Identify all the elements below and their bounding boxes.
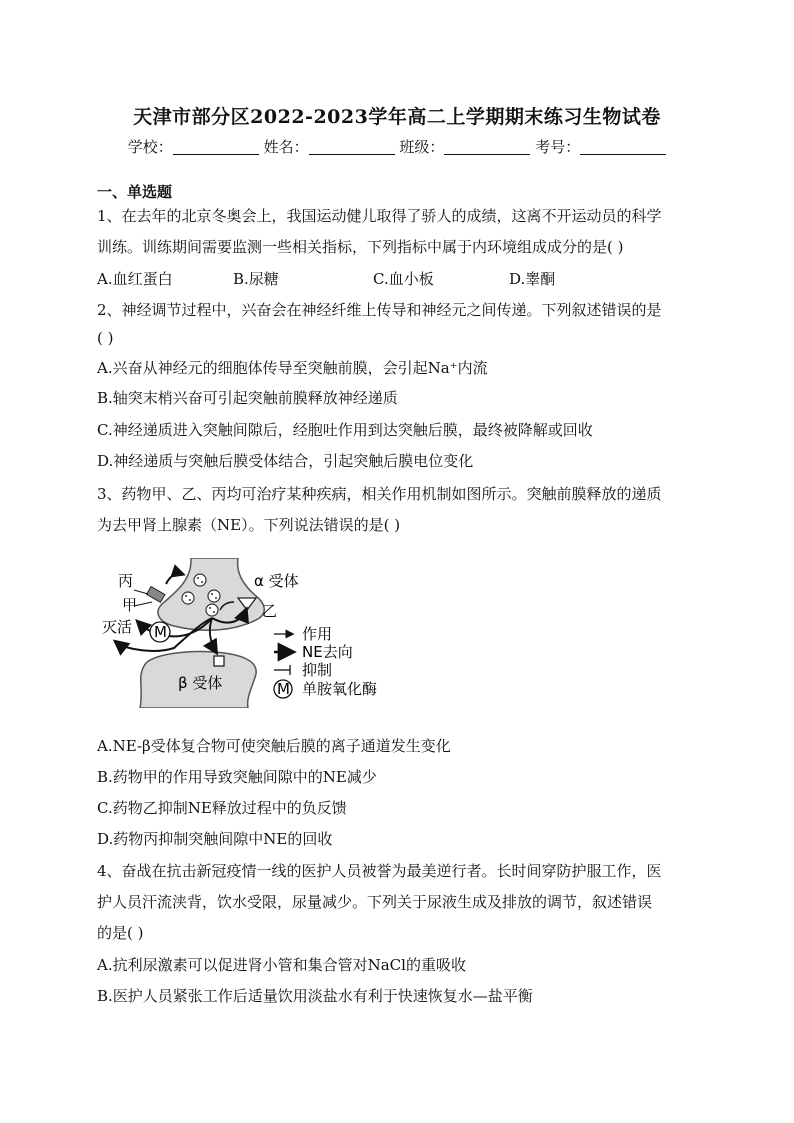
class-blank[interactable]	[444, 140, 530, 155]
q1-stem-line1: 1、在去年的北京冬奥会上，我国运动健儿取得了骄人的成绩，这离不开运动员的科学	[97, 207, 662, 225]
transporter-icon	[147, 587, 165, 603]
exam-title: 天津市部分区2022-2023学年高二上学期期末练习生物试卷	[133, 106, 661, 128]
q1-option-a[interactable]: A.血红蛋白	[97, 270, 173, 288]
q1-stem-line2: 训练。训练期间需要监测一些相关指标，下列指标中属于内环境组成成分的是( )	[97, 238, 624, 256]
q2-option-b[interactable]: B.轴突末梢兴奋可引起突触前膜释放神经递质	[97, 389, 398, 407]
label-jia: 甲	[122, 596, 138, 614]
q3-option-d[interactable]: D.药物丙抑制突触间隙中NE的回收	[97, 830, 333, 848]
q4-option-a[interactable]: A.抗利尿激素可以促进肾小管和集合管对NaCl的重吸收	[97, 956, 466, 974]
q2-stem-line1: 2、神经调节过程中，兴奋会在神经纤维上传导和神经元之间传递。下列叙述错误的是	[97, 301, 662, 319]
school-label: 学校：	[127, 138, 173, 156]
q1-option-c[interactable]: C.血小板	[373, 270, 434, 288]
label-bing: 丙	[118, 572, 134, 590]
legend-inhibit: 抑制	[302, 661, 333, 679]
label-yi: 乙	[262, 602, 278, 620]
label-alpha-receptor: α 受体	[254, 572, 299, 590]
q3-option-a[interactable]: A.NE-β受体复合物可使突触后膜的离子通道发生变化	[97, 737, 451, 755]
q1-option-d[interactable]: D.睾酮	[509, 270, 556, 288]
q2-option-d[interactable]: D.神经递质与突触后膜受体结合，引起突触后膜电位变化	[97, 452, 474, 470]
legend-m-symbol: M	[277, 680, 290, 698]
q3-stem-line1: 3、药物甲、乙、丙均可治疗某种疾病，相关作用机制如图所示。突触前膜释放的递质	[97, 485, 662, 503]
name-blank[interactable]	[309, 140, 395, 155]
legend-ne-fate: NE去向	[302, 643, 353, 661]
class-label: 班级：	[399, 138, 445, 156]
q3-stem-line2: 为去甲肾上腺素（NE）。下列说法错误的是( )	[97, 516, 401, 534]
q2-stem-line2: ( )	[97, 329, 114, 347]
synapse-diagram	[96, 558, 396, 708]
exam-number-blank[interactable]	[580, 140, 666, 155]
exam-number-label: 考号：	[535, 138, 581, 156]
q4-stem-line2: 护人员汗流浃背，饮水受限，尿量减少。下列关于尿液生成及排放的调节，叙述错误	[97, 893, 653, 911]
student-info-line	[0, 136, 794, 157]
name-label: 姓名：	[263, 138, 309, 156]
legend-mao: 单胺氧化酶	[302, 680, 378, 698]
q3-option-b[interactable]: B.药物甲的作用导致突触间隙中的NE减少	[97, 768, 377, 786]
label-beta-receptor: β 受体	[178, 674, 223, 692]
school-blank[interactable]	[173, 140, 259, 155]
q4-stem-line3: 的是( )	[97, 924, 144, 942]
q2-option-a[interactable]: A.兴奋从神经元的细胞体传导至突触前膜，会引起Na⁺内流	[97, 359, 488, 377]
q2-option-c[interactable]: C.神经递质进入突触间隙后，经胞吐作用到达突触后膜，最终被降解或回收	[97, 421, 593, 439]
q4-stem-line1: 4、奋战在抗击新冠疫情一线的医护人员被誉为最美逆行者。长时间穿防护服工作，医	[97, 862, 662, 880]
q4-option-b[interactable]: B.医护人员紧张工作后适量饮用淡盐水有利于快速恢复水—盐平衡	[97, 987, 533, 1005]
section-heading: 一、单选题	[97, 183, 173, 201]
mao-label: M	[154, 623, 167, 641]
legend-effect: 作用	[302, 625, 333, 643]
label-miehuo: 灭活	[102, 618, 133, 636]
beta-receptor-icon	[214, 656, 224, 666]
q1-option-b[interactable]: B.尿糖	[233, 270, 279, 288]
q3-option-c[interactable]: C.药物乙抑制NE释放过程中的负反馈	[97, 799, 347, 817]
